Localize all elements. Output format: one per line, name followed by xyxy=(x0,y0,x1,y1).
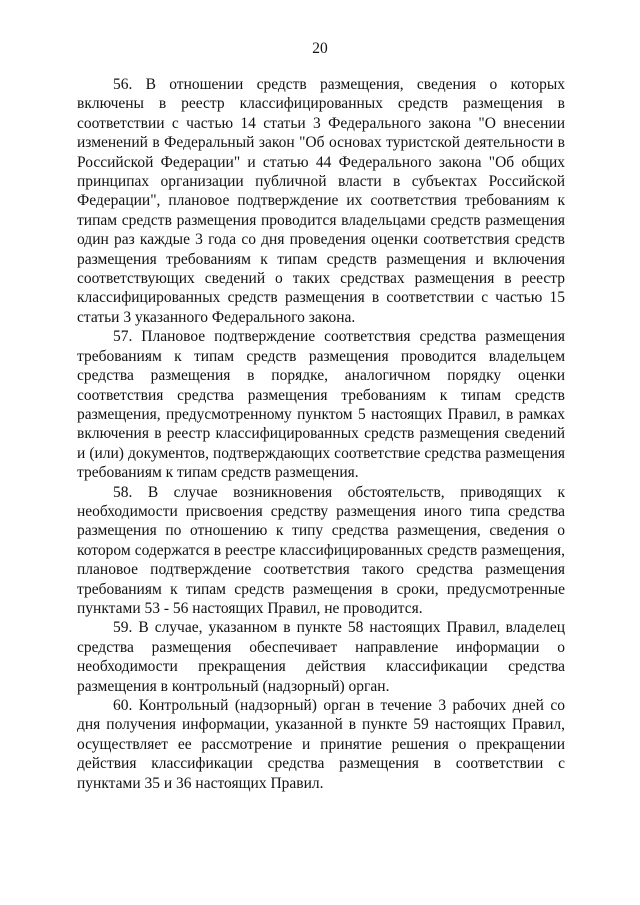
paragraph-60: 60. Контрольный (надзорный) орган в течение 3 рабочих дней со дня получения информации, указанной в пункте 59 настоящих Правил, осуществляет ее рассмотрение и принятие решения о прекращении действия классификации средства размещения в соответствии с пунктами 35 и 36 настоящих Правил. xyxy=(77,697,565,792)
paragraph-57: 57. Плановое подтверждение соответствия средства размещения требованиям к типам средств размещения проводится владельцем средства размещения в порядке, аналогичном порядку оценки соответствия средства размещения требованиям к типам средств размещения, предусмотренному пунктом 5 настоящих Правил, в рамках включения в реестр классифицированных средств размещения сведений и (или) документов, подтверждающих соответствие средства размещения требованиям к типам средств размещения. xyxy=(77,328,565,482)
page-number: 20 xyxy=(312,40,328,57)
paragraph-56: 56. В отношении средств размещения, сведения о которых включены в реестр классифицированных средств размещения в соответствии с частью 14 статьи 3 Федерального закона "О внесении изменений в Федеральный закон "Об основах туристской деятельности в Российской Федерации" и статью 44 Федерального закона "Об общих принципах организации публичной власти в субъектах Российской Федерации", плановое подтверждение их соответствия требованиям к типам средств размещения проводится владельцами средств размещения один раз каждые 3 года со дня проведения оценки соответствия средств размещения требованиям к типам средств размещения и включения соответствующих сведений о таких средствах размещения в реестр классифицированных средств размещения в соответствии с частью 15 статьи 3 указанного Федерального закона. xyxy=(77,76,565,326)
paragraph-59: 59. В случае, указанном в пункте 58 настоящих Правил, владелец средства размещения обеспечивает направление информации о необходимости прекращения действия классификации средства размещения в контрольный (надзорный) орган. xyxy=(77,619,565,695)
paragraph-58: 58. В случае возникновения обстоятельств, приводящих к необходимости присвоения средству размещения иного типа средства размещения по отношению к типу средства размещения, сведения о котором содержатся в реестре классифицированных средств размещения, плановое подтверждение соответствия такого средства размещения требованиям к типам средств размещения в сроки, предусмотренные пунктами 53 - 56 настоящих Правил, не проводится. xyxy=(77,483,565,617)
document-body xyxy=(77,75,565,793)
